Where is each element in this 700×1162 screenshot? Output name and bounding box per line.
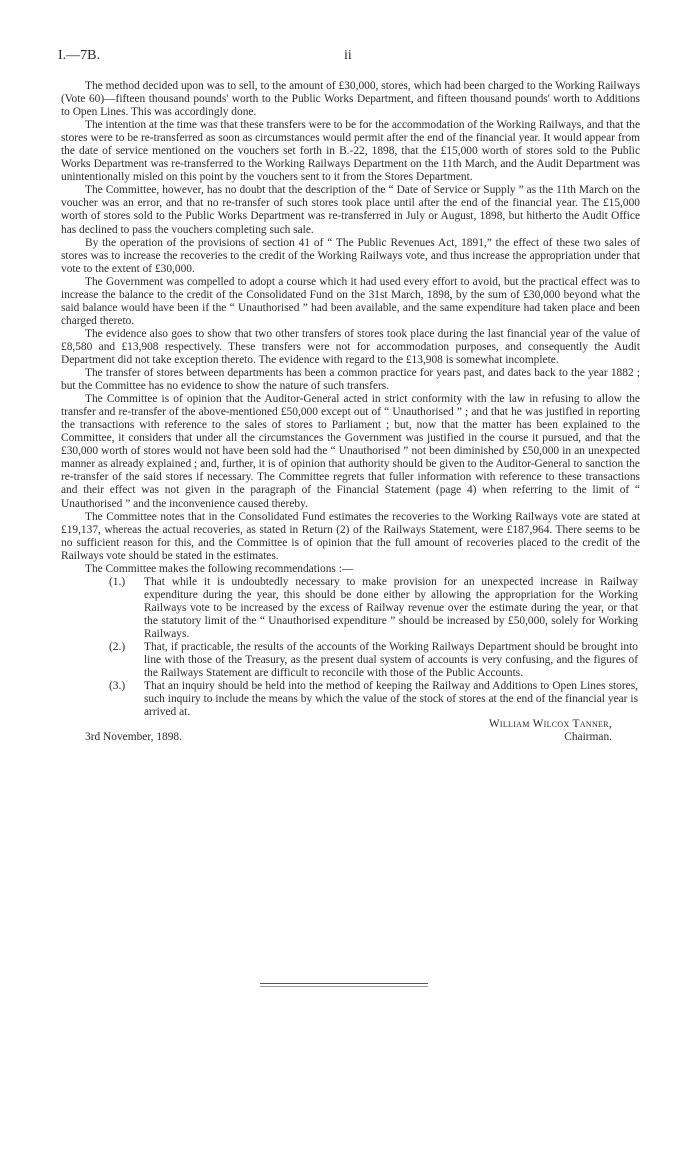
closing-rule-secondary bbox=[260, 986, 428, 987]
paragraph: The intention at the time was that these transfers were to be for the accommodation of the Working Railways, and that the stores were to be re-transferred as soon as circumstances would permit after the end of the financial year. It would appear from the date of service mentioned on the vouchers set forth in B.-22, 1898, that the £15,000 worth of stores sold to the Public Works Department was re-transferred to the Working Railways Department on the 11th March, and the Audit Department was unintentionally misled on this point by the vouchers sent to it from the Stores Department. bbox=[61, 119, 640, 184]
paper-reference: I.—7B. bbox=[58, 48, 100, 63]
paragraph: The Committee, however, has no doubt that the description of the “ Date of Service or Supply ” as the 11th March on the voucher was an error, and that no re-transfer of such stores took place until after the end of the financial year. The £15,000 worth of stores sold to the Public Works Department was re-transferred in July or August, 1898, but hitherto the Audit Office has declined to pass the vouchers completing such sale. bbox=[61, 184, 640, 236]
chairman-signature: William Wilcox Tanner, bbox=[488, 718, 612, 731]
paragraph: The method decided upon was to sell, to the amount of £30,000, stores, which had been charged to the Working Railways (Vote 60)—fifteen thousand pounds' worth to the Public Works Department, and fifteen thousand pounds' worth to Additions to Open Lines. This was accordingly done. bbox=[61, 80, 640, 119]
page-number: ii bbox=[344, 48, 352, 63]
chairman-title: Chairman. bbox=[564, 731, 612, 744]
recommendation-item bbox=[61, 576, 640, 641]
recommendation-number: (3.) bbox=[109, 680, 126, 693]
recommendations-list bbox=[61, 576, 640, 720]
paragraph: The Committee is of opinion that the Auditor-General acted in strict conformity with the law in refusing to allow the transfer and re-transfer of the above-mentioned £50,000 except out of “ Unauthorised ” ; and that he was justified in reporting the transactions with reference to the sales of stores to Parliament ; but, now that the matter has been explained to the Committee, it considers that under all the circumstances the Government was justified in the course it pursued, and that the £30,000 worth of stores would not have been sold had the “ Unauthorised ” not been diminished by £50,000 in an unexpected manner as already explained ; and, further, it is of opinion that authority should be given to the Auditor-General to sanction the re-transfer of the said stores if necessary. The Committee regrets that fuller information with reference to these transactions and their effect was not given in the paragraph of the Financial Statement (page 4) when referring to the limit of “ Unauthorised ” and the inconvenience caused thereby. bbox=[61, 393, 640, 510]
recommendation-text: That, if practicable, the results of the accounts of the Working Railways Department should be brought into line with those of the Treasury, as the present dual system of accounts is very confusing, and the figures of the Railways Statement are difficult to reconcile with those of the Public Accounts. bbox=[144, 641, 638, 680]
recommendation-number: (1.) bbox=[109, 575, 126, 588]
recommendation-text: That while it is undoubtedly necessary to make provision for an unexpected increase in Railway expenditure during the year, this should be done either by allowing the appropriation for the Working Railways vote to be increased by the excess of Railway revenue over the estimate during the year, or that the statutory limit of the “ Unauthorised expenditure ” should be increased by £50,000, solely for Working Railways. bbox=[144, 575, 638, 640]
recommendations-intro: The Committee makes the following recommendations :— bbox=[85, 562, 354, 575]
report-date: 3rd November, 1898. bbox=[85, 731, 182, 744]
paragraph: By the operation of the provisions of section 41 of “ The Public Revenues Act, 1891,” the effect of these two sales of stores was to increase the recoveries to the credit of the Working Railways vote, and thus increase the appropriation under that vote to the extent of £30,000. bbox=[61, 236, 640, 275]
recommendation-item bbox=[61, 641, 640, 680]
recommendation-number: (2.) bbox=[109, 641, 126, 654]
paragraph: The Government was compelled to adopt a course which it had used every effort to avoid, but the practical effect was to increase the balance to the credit of the Consolidated Fund on the 31st March, 1898, by the sum of £30,000 beyond what the said balance would have been if the “ Unauthorised ” had been available, and the same expenditure had taken place and been charged thereto. bbox=[61, 275, 640, 327]
paragraph: The transfer of stores between departments has been a common practice for years past, and dates back to the year 1882 ; but the Committee has no evidence to show the nature of such transfers. bbox=[61, 367, 640, 393]
recommendation-item bbox=[61, 680, 640, 719]
closing-rule bbox=[260, 983, 428, 984]
paragraph: The evidence also goes to show that two other transfers of stores took place during the last financial year of the value of £8,580 and £13,908 respectively. These transfers were not for accommodation purposes, and consequently the Audit Department did not take exception thereto. The evidence with regard to the £13,908 is somewhat incomplete. bbox=[61, 327, 640, 366]
paragraph: The Committee notes that in the Consolidated Fund estimates the recoveries to the Working Railways vote are stated at £19,137, whereas the actual recoveries, as stated in Return (2) of the Railways Statement, were £187,964. There seems to be no sufficient reason for this, and the Committee is of opinion that the full amount of recoveries placed to the credit of the Railways vote should be stated in the estimates. bbox=[61, 510, 640, 562]
report-body bbox=[61, 80, 640, 747]
signoff-block bbox=[61, 719, 640, 747]
recommendation-text: That an inquiry should be held into the method of keeping the Railway and Additions to Open Lines stores, such inquiry to include the means by which the value of the stock of stores at the end of the financial year is arrived at. bbox=[144, 680, 638, 719]
page-header bbox=[58, 48, 658, 68]
